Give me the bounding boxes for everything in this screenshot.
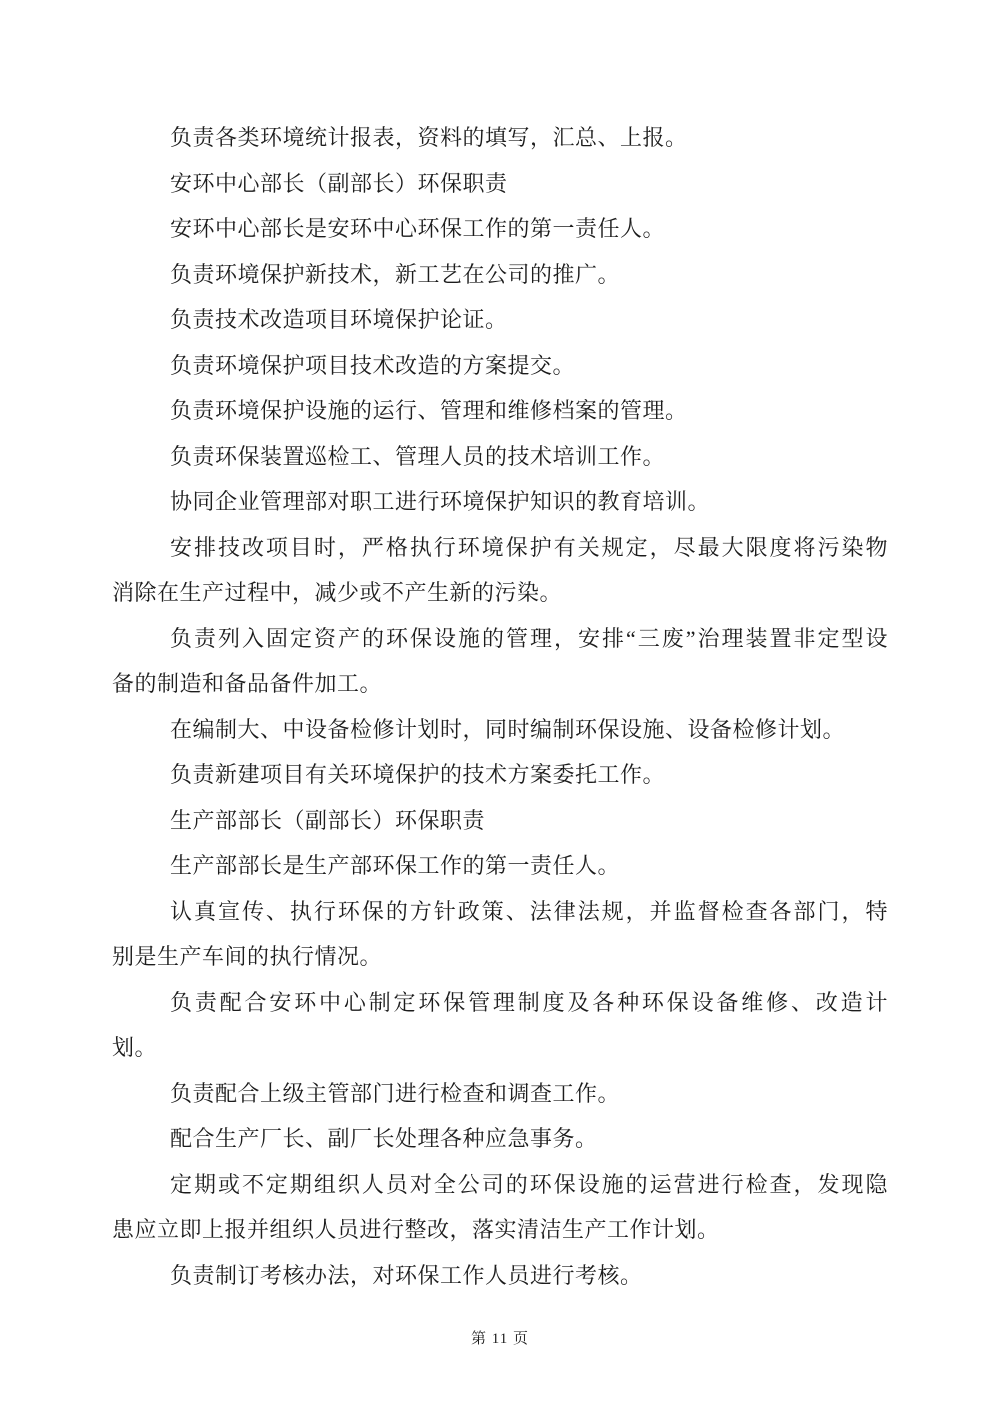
text-line: 负责环保装置巡检工、管理人员的技术培训工作。 [170,443,666,469]
text-line: 负责环境保护项目技术改造的方案提交。 [170,352,576,378]
text-line: 负责列入固定资产的环保设施的管理，安排“三废”治理装置非定型设 [170,625,888,651]
text-line: 患应立即上报并组织人员进行整改，落实清洁生产工作计划。 [112,1217,720,1242]
text-line: 认真宣传、执行环保的方针政策、法律法规，并监督检查各部门，特 [170,898,888,924]
text-line: 负责新建项目有关环境保护的技术方案委托工作。 [170,762,666,787]
text-line: 负责配合上级主管部门进行检查和调查工作。 [170,1080,621,1106]
text-line: 负责环境保护新技术，新工艺在公司的推广。 [170,261,621,287]
page-footer [0,1328,1000,1350]
text-line: 生产部部长（副部长）环保职责 [170,807,486,833]
text-line: 别是生产车间的执行情况。 [112,944,383,969]
text-line: 负责环境保护设施的运行、管理和维修档案的管理。 [170,398,688,423]
text-line: 负责制订考核办法，对环保工作人员进行考核。 [170,1262,643,1288]
text-line: 生产部部长是生产部环保工作的第一责任人。 [170,853,621,878]
text-line: 协同企业管理部对职工进行环境保护知识的教育培训。 [170,489,711,514]
text-line: 负责配合安环中心制定环保管理制度及各种环保设备维修、改造计 [170,989,888,1015]
text-line: 划。 [112,1035,158,1060]
page-body [112,115,888,1298]
text-line: 负责技术改造项目环境保护论证。 [170,307,508,332]
text-line: 安排技改项目时，严格执行环境保护有关规定，尽最大限度将污染物 [170,534,888,560]
text-line: 在编制大、中设备检修计划时，同时编制环保设施、设备检修计划。 [170,716,846,742]
page-number: 第 11 页 [471,1331,529,1347]
text-line: 安环中心部长是安环中心环保工作的第一责任人。 [170,216,666,241]
text-line: 配合生产厂长、副厂长处理各种应急事务。 [170,1126,598,1151]
text-line: 消除在生产过程中，减少或不产生新的污染。 [112,580,563,605]
text-line: 负责各类环境统计报表，资料的填写，汇总、上报。 [170,125,688,150]
text-line: 备的制造和备品备件加工。 [112,671,383,696]
text-line: 安环中心部长（副部长）环保职责 [170,170,508,196]
text-line: 定期或不定期组织人员对全公司的环保设施的运营进行检查，发现隐 [170,1171,888,1197]
